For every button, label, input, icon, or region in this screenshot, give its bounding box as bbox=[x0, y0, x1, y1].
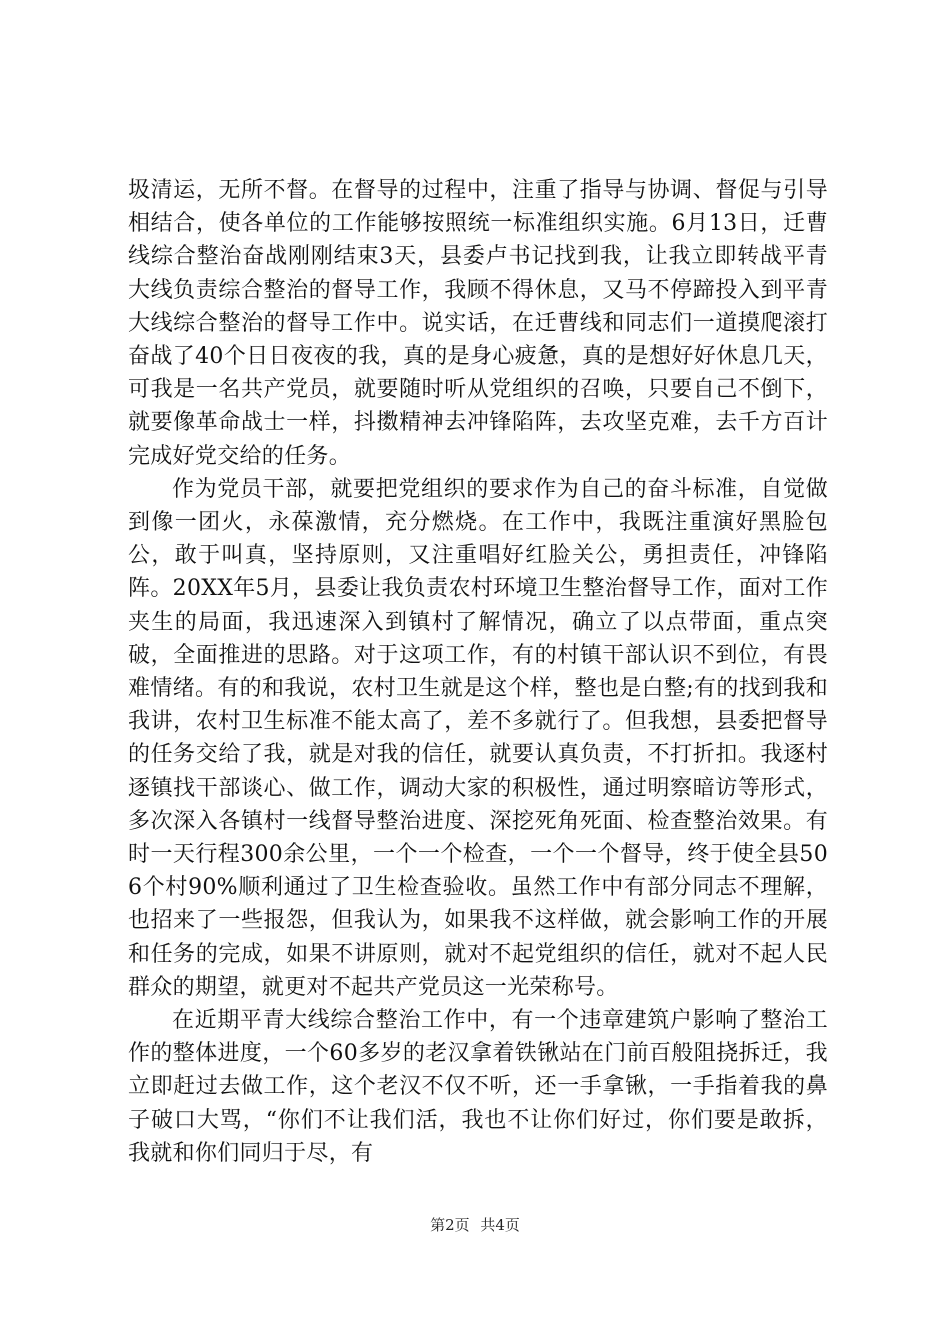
document-body bbox=[128, 174, 828, 1170]
page-number: 第2页 bbox=[430, 1216, 470, 1234]
paragraph-3: 在近期平青大线综合整治工作中，有一个违章建筑户影响了整治工作的整体进度，一个60多岁的老汉拿着铁锹站在门前百般阻挠拆迁，我立即赶过去做工作，这个老汉不仅不听，还一手拿锹，一手指着我的鼻子破口大骂，“你们不让我们活，我也不让你们好过，你们要是敢拆，我就和你们同归于尽，有 bbox=[128, 1008, 828, 1166]
page-total: 共4页 bbox=[480, 1216, 520, 1234]
paragraph-1: 圾清运，无所不督。在督导的过程中，注重了指导与协调、督促与引导相结合，使各单位的工作能够按照统一标准组织实施。6月13日，迁曹线综合整治奋战刚刚结束3天，县委卢书记找到我，让我立即转战平青大线负责综合整治的督导工作，我顾不得休息，又马不停蹄投入到平青大线综合整治的督导工作中。说实话，在迁曹线和同志们一道摸爬滚打奋战了40个日日夜夜的我，真的是身心疲惫，真的是想好好休息几天，可我是一名共产党员，就要随时听从党组织的召唤，只要自己不倒下，就要像革命战士一样，抖擞精神去冲锋陷阵，去攻坚克难，去千方百计完成好党交给的任务。 bbox=[128, 178, 828, 469]
page-footer bbox=[0, 1214, 950, 1235]
paragraph-2: 作为党员干部，就要把党组织的要求作为自己的奋斗标准，自觉做到像一团火，永葆激情，充分燃烧。在工作中，我既注重演好黑脸包公，敢于叫真，坚持原则，又注重唱好红脸关公，勇担责任，冲锋陷阵。20XX年5月，县委让我负责农村环境卫生整治督导工作，面对工作夹生的局面，我迅速深入到镇村了解情况，确立了以点带面，重点突破，全面推进的思路。对于这项工作，有的村镇干部认识不到位，有畏难情绪。有的和我说，农村卫生就是这个样，整也是白整;有的找到我和我讲，农村卫生标准不能太高了，差不多就行了。但我想，县委把督导的任务交给了我，就是对我的信任，就要认真负责，不打折扣。我逐村逐镇找干部谈心、做工作，调动大家的积极性，通过明察暗访等形式，多次深入各镇村一线督导整治进度、深挖死角死面、检查整治效果。有时一天行程300余公里，一个一个检查，一个一个督导，终于使全县506个村90%顺利通过了卫生检查验收。虽然工作中有部分同志不理解，也招来了一些报怨，但我认为，如果我不这样做，就会影响工作的开展和任务的完成，如果不讲原则，就对不起党组织的信任，就对不起人民群众的期望，就更对不起共产党员这一光荣称号。 bbox=[128, 476, 828, 1000]
